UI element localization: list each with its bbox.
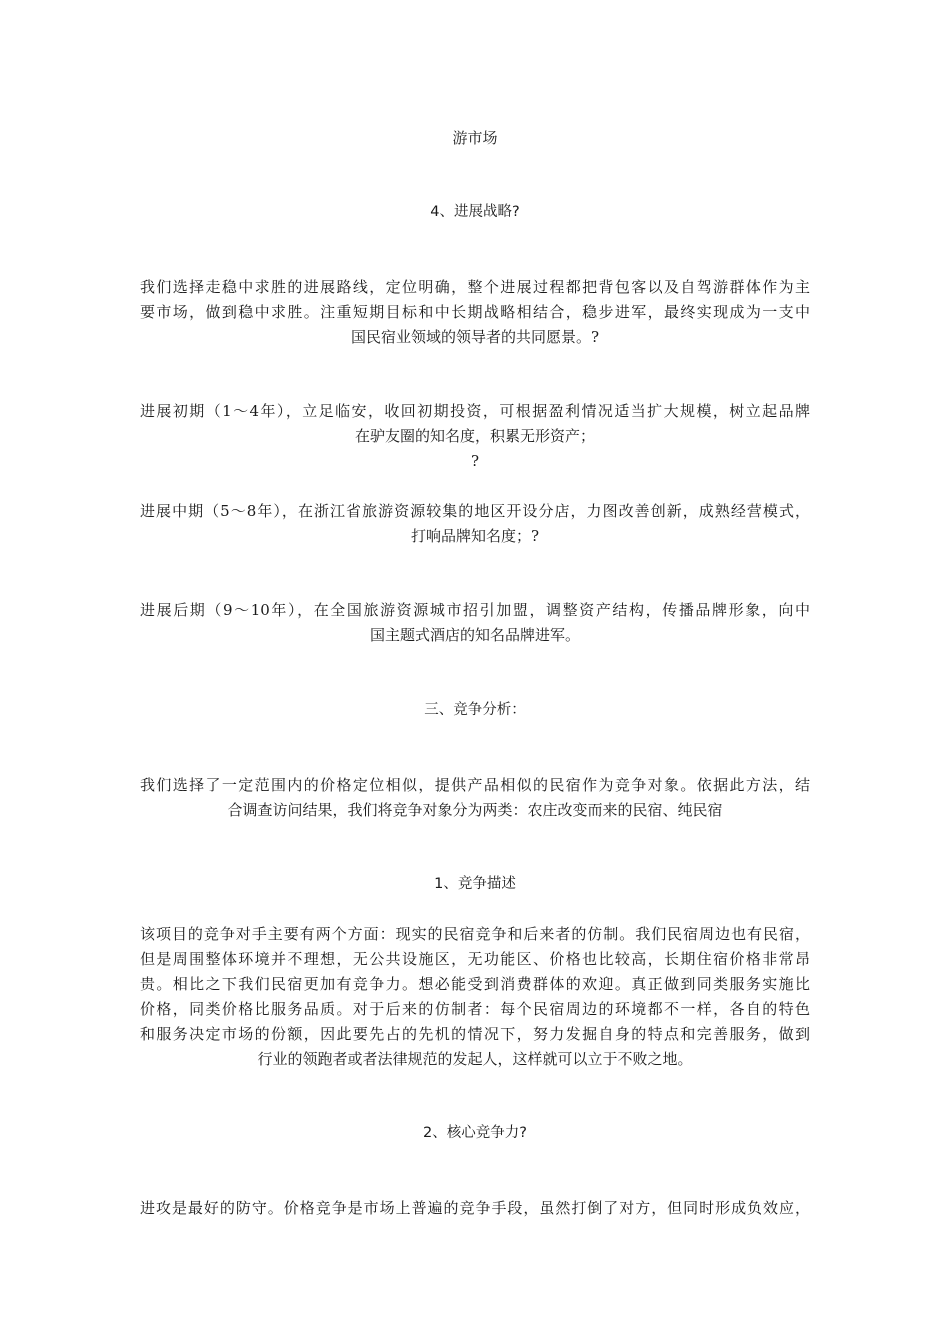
paragraph-line: 进展中期（5～8年），在浙江省旅游资源较集的地区开设分店，力图改善创新，成熟经营模式，	[140, 502, 810, 520]
paragraph-line: 我们选择走稳中求胜的进展路线，定位明确，整个进展过程都把背包客以及自驾游群体作为主	[140, 278, 810, 296]
section-heading-development-strategy: 4、进展战略?	[430, 204, 520, 220]
paragraph-line: 要市场，做到稳中求胜。注重短期目标和中长期战略相结合，稳步进军，最终实现成为一支中	[140, 303, 810, 321]
paragraph-line: 打响品牌知名度；?	[410, 527, 540, 545]
section-heading-competition-analysis: 三、竞争分析：	[424, 702, 526, 718]
paragraph-line: 进展初期（1～4年），立足临安，收回初期投资，可根据盈利情况适当扩大规模，树立起品牌	[140, 402, 810, 420]
continuation-text: 游市场	[452, 129, 498, 147]
section-heading-competition-description: 1、竞争描述	[434, 876, 516, 892]
paragraph-line: 行业的领跑者或者法律规范的发起人，这样就可以立于不败之地。	[257, 1050, 693, 1068]
paragraph-line: 合调查访问结果，我们将竞争对象分为两类：农庄改变而来的民宿、纯民宿	[227, 801, 723, 819]
section-heading-core-competitiveness: 2、核心竞争力?	[423, 1125, 527, 1141]
paragraph-line: 我们选择了一定范围内的价格定位相似，提供产品相似的民宿作为竞争对象。依据此方法，结	[140, 776, 810, 794]
paragraph-line: 国民宿业领域的领导者的共同愿景。?	[350, 328, 600, 346]
paragraph-line: ?	[470, 452, 480, 470]
paragraph-line: 但是周围整体环境并不理想，无公共设施区，无功能区、价格也比较高，长期住宿价格非常昂	[140, 950, 810, 968]
paragraph-line: 价格，同类价格比服务品质。对于后来的仿制者：每个民宿周边的环境都不一样，各自的特色	[140, 1000, 810, 1018]
paragraph-line: 国主题式酒店的知名品牌进军。	[369, 626, 580, 644]
paragraph-line: 和服务决定市场的份额，因此要先占的先机的情况下，努力发掘自身的特点和完善服务，做到	[140, 1025, 810, 1043]
paragraph-line: 该项目的竞争对手主要有两个方面：现实的民宿竞争和后来者的仿制。我们民宿周边也有民宿，	[140, 925, 810, 943]
paragraph-line: 进攻是最好的防守。价格竞争是市场上普遍的竞争手段，虽然打倒了对方，但同时形成负效应，	[140, 1199, 810, 1217]
paragraph-line: 进展后期（9～10年），在全国旅游资源城市招引加盟，调整资产结构，传播品牌形象，向中	[140, 601, 810, 619]
paragraph-line: 在驴友圈的知名度，积累无形资产；	[354, 427, 595, 445]
paragraph-line: 贵。相比之下我们民宿更加有竞争力。想必能受到消费群体的欢迎。真正做到同类服务实施比	[140, 975, 810, 993]
